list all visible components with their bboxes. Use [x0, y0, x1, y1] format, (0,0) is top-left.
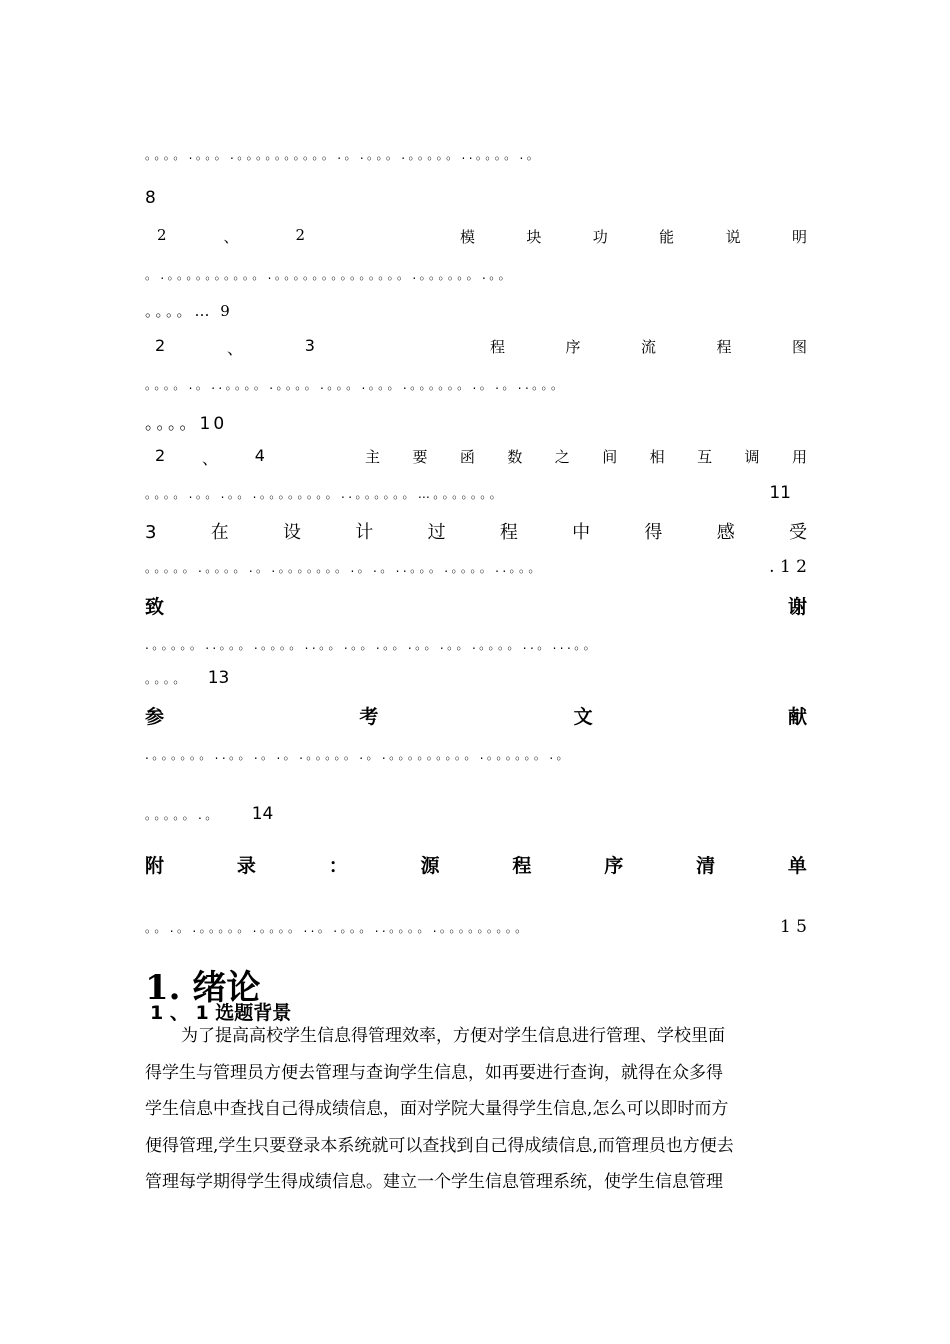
section-heading: 1 、 1 选题背景 [150, 1002, 292, 1024]
title-char: 清 [696, 855, 716, 877]
toc-leader-tail: 。。。。… 9 [145, 302, 233, 320]
num-part: 2 [295, 226, 305, 244]
title-char: 设 [283, 522, 302, 543]
toc-entry-number [145, 336, 315, 359]
toc-page-number: 1 5 [779, 917, 807, 937]
num-part: 、 [226, 339, 243, 358]
toc-entry-number [145, 446, 265, 469]
title-char: 图 [791, 338, 807, 356]
toc-entry-2-2[interactable] [145, 226, 807, 247]
num-part: 、 [223, 228, 239, 246]
title-char: 块 [526, 228, 542, 246]
toc-page-number: 11 [769, 483, 791, 503]
paragraph-line: 管理每学期得学生得成绩信息。建立一个学生信息管理系统，使学生信息管理 [145, 1172, 723, 1192]
toc-leader: 。。。。.。。。.。。。。。。。。。。.。.。。。.。。。。。..。。。。.。 [145, 148, 543, 162]
toc-leader-tail: 。。。。 [145, 672, 189, 686]
toc-page-number: 14 [251, 804, 274, 824]
title-char: 明 [791, 228, 807, 246]
toc-entry-title [265, 446, 807, 469]
title-char: 致 [145, 596, 165, 618]
title-char: 程 [499, 522, 518, 543]
paragraph-line: 便得管理,学生只要登录本系统就可以查找到自己得成绩信息,而管理员也方便去 [145, 1135, 734, 1156]
toc-leader-row [145, 483, 807, 503]
toc-leader-tail: 。。。。。.。 [145, 808, 221, 822]
toc-leader: 。。。。.。。.。。.。。。。。。。。..。。。。。。…。。。。。。。 [145, 487, 506, 501]
title-char: 感 [716, 522, 735, 543]
toc-page-number: 8 [145, 188, 156, 208]
toc-page-number: 13 [207, 668, 230, 688]
toc-leader: 。。.。.。。。。。.。。。。..。.。。。..。。。。.。。。。。。。。。 [145, 921, 531, 935]
toc-entry-3[interactable] [145, 518, 807, 544]
title-char: 说 [725, 228, 741, 246]
title-char: 调 [744, 448, 760, 466]
title-char: 文 [573, 706, 593, 728]
toc-leader-tail: 。。。。10 [145, 414, 228, 434]
toc-page-number: . 1 2 [769, 557, 807, 577]
title-char: 函 [459, 448, 475, 466]
toc-leader-row [145, 557, 807, 577]
title-char: 录 [236, 855, 256, 877]
title-char: 程 [490, 338, 506, 356]
toc-leader-row [145, 668, 807, 688]
toc-entry-title [305, 226, 807, 247]
body-paragraph [145, 1018, 807, 1201]
title-char: 序 [565, 338, 581, 356]
toc-entry-references[interactable] [145, 702, 807, 729]
title-char: 3 [145, 522, 157, 543]
toc-leader: 。.。。。。。。。。。。.。。。。。。。。。。。。。。.。。。。。。.。。 [145, 268, 515, 282]
toc-entry-2-4[interactable] [145, 446, 807, 469]
paragraph-line: 得学生与管理员方便去管理与查询学生信息，如再要进行查询，就得在众多得 [145, 1062, 723, 1083]
toc-leader-row [145, 804, 807, 824]
title-char: 附 [145, 855, 165, 877]
title-char: 间 [602, 448, 618, 466]
title-char: 得 [644, 522, 663, 543]
toc-entry-2-3[interactable] [145, 336, 807, 359]
title-char: 主 [365, 448, 381, 466]
title-char: 献 [787, 706, 807, 728]
title-char: 考 [359, 706, 379, 728]
paragraph-line: 学生信息中查找自己得成绩信息，面对学院大量得学生信息,怎么可以即时而方 [145, 1099, 729, 1119]
title-char: 源 [420, 855, 440, 877]
title-char: 流 [640, 338, 656, 356]
title-char: 计 [355, 522, 374, 543]
toc-leader: .。。。。。..。。。.。。。。..。。.。。.。。.。。.。。.。。。。..。...。。 [145, 638, 600, 652]
num-part: 2 [155, 336, 166, 355]
title-char: 参 [145, 706, 165, 728]
title-char: 功 [592, 228, 608, 246]
num-part: 2 [157, 226, 167, 244]
num-part: 4 [254, 446, 265, 465]
title-char: 在 [210, 522, 229, 543]
toc-entry-title [315, 336, 807, 359]
title-char: 要 [412, 448, 428, 466]
line-text: 为了提高高校学生信息得管理效率，方便对学生信息进行管理、学校里面 [181, 1026, 725, 1046]
toc-leader: .。。。。。。..。。.。.。.。。。。。.。.。。。。。。。。。.。。。。。。.。 [145, 748, 572, 762]
title-char: 相 [649, 448, 665, 466]
num-part: 、 [201, 449, 218, 468]
title-char: 受 [788, 522, 807, 543]
title-char: 中 [572, 522, 591, 543]
title-char: 互 [697, 448, 713, 466]
title-char: 序 [604, 855, 624, 877]
title-char: 谢 [787, 596, 807, 618]
title-char: 过 [427, 522, 446, 543]
toc-leader: 。。。。.。..。。。。.。。。。.。。。.。。。.。。。。。。.。.。..。。。 [145, 378, 567, 392]
toc-leader-row [145, 917, 807, 937]
title-char: 用 [791, 448, 807, 466]
toc-entry-thanks[interactable] [145, 592, 807, 619]
title-char: 程 [512, 855, 532, 877]
title-char: 能 [659, 228, 675, 246]
num-part: 2 [155, 446, 166, 465]
title-char: 模 [460, 228, 476, 246]
toc-entry-appendix[interactable] [145, 851, 807, 878]
title-char: 之 [554, 448, 570, 466]
num-part: 3 [304, 336, 315, 355]
chapter-heading: 1. 绪论 [145, 968, 261, 1008]
toc-leader: 。。。。。.。。。。.。.。。。。。。。.。.。..。。。.。。。。..。。。 [145, 561, 544, 575]
title-char: ： [328, 855, 348, 877]
toc-entry-number [145, 226, 305, 247]
paragraph-line [145, 1018, 807, 1055]
title-char: 程 [716, 338, 732, 356]
title-char: 单 [787, 855, 807, 877]
title-char: 数 [507, 448, 523, 466]
